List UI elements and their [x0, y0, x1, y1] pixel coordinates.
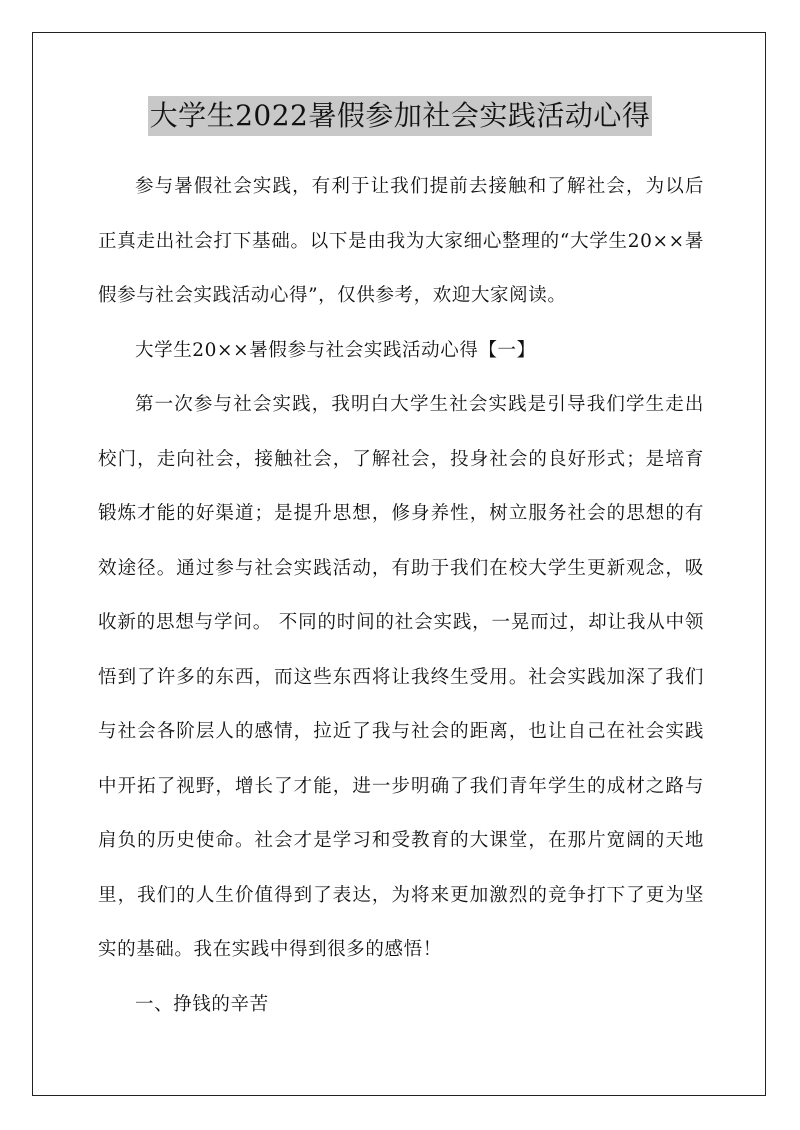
intro-paragraph: 参与暑假社会实践，有利于让我们提前去接触和了解社会，为以后正真走出社会打下基础。以下是由我为大家细心整理的“大学生20××暑假参与社会实践活动心得”，仅供参考，欢迎大家阅读。	[98, 176, 704, 306]
document-title: 大学生2022暑假参加社会实践活动心得	[148, 96, 653, 136]
body-paragraph: 第一次参与社会实践，我明白大学生社会实践是引导我们学生走出校门，走向社会，接触社会，了解社会，投身社会的良好形式；是培育锻炼才能的好渠道；是提升思想，修身养性，树立服务社会的思想的有效途径。通过参与社会实践活动，有助于我们在校大学生更新观念，吸收新的思想与学问。 不同的时间的社会实践，一晃而过，却让我从中领悟到了许多的东西，而这些东西将让我终生受用。社会实践加深了我们与社会各阶层人的感情，拉近了我与社会的距离，也让自己在社会实践中开拓了视野，增长了才能，进一步明确了我们青年学生的成材之路与肩负的历史使命。社会才是学习和受教育的大课堂，在那片宽阔的天地里，我们的人生价值得到了表达，为将来更加激烈的竞争打下了更为坚实的基础。我在实践中得到很多的感悟！	[98, 394, 704, 960]
title-container	[0, 96, 800, 136]
section-heading-one: 大学生20××暑假参与社会实践活动心得【一】	[135, 339, 536, 361]
document-body	[98, 160, 704, 1032]
subsection-heading: 一、挣钱的辛苦	[135, 993, 269, 1015]
